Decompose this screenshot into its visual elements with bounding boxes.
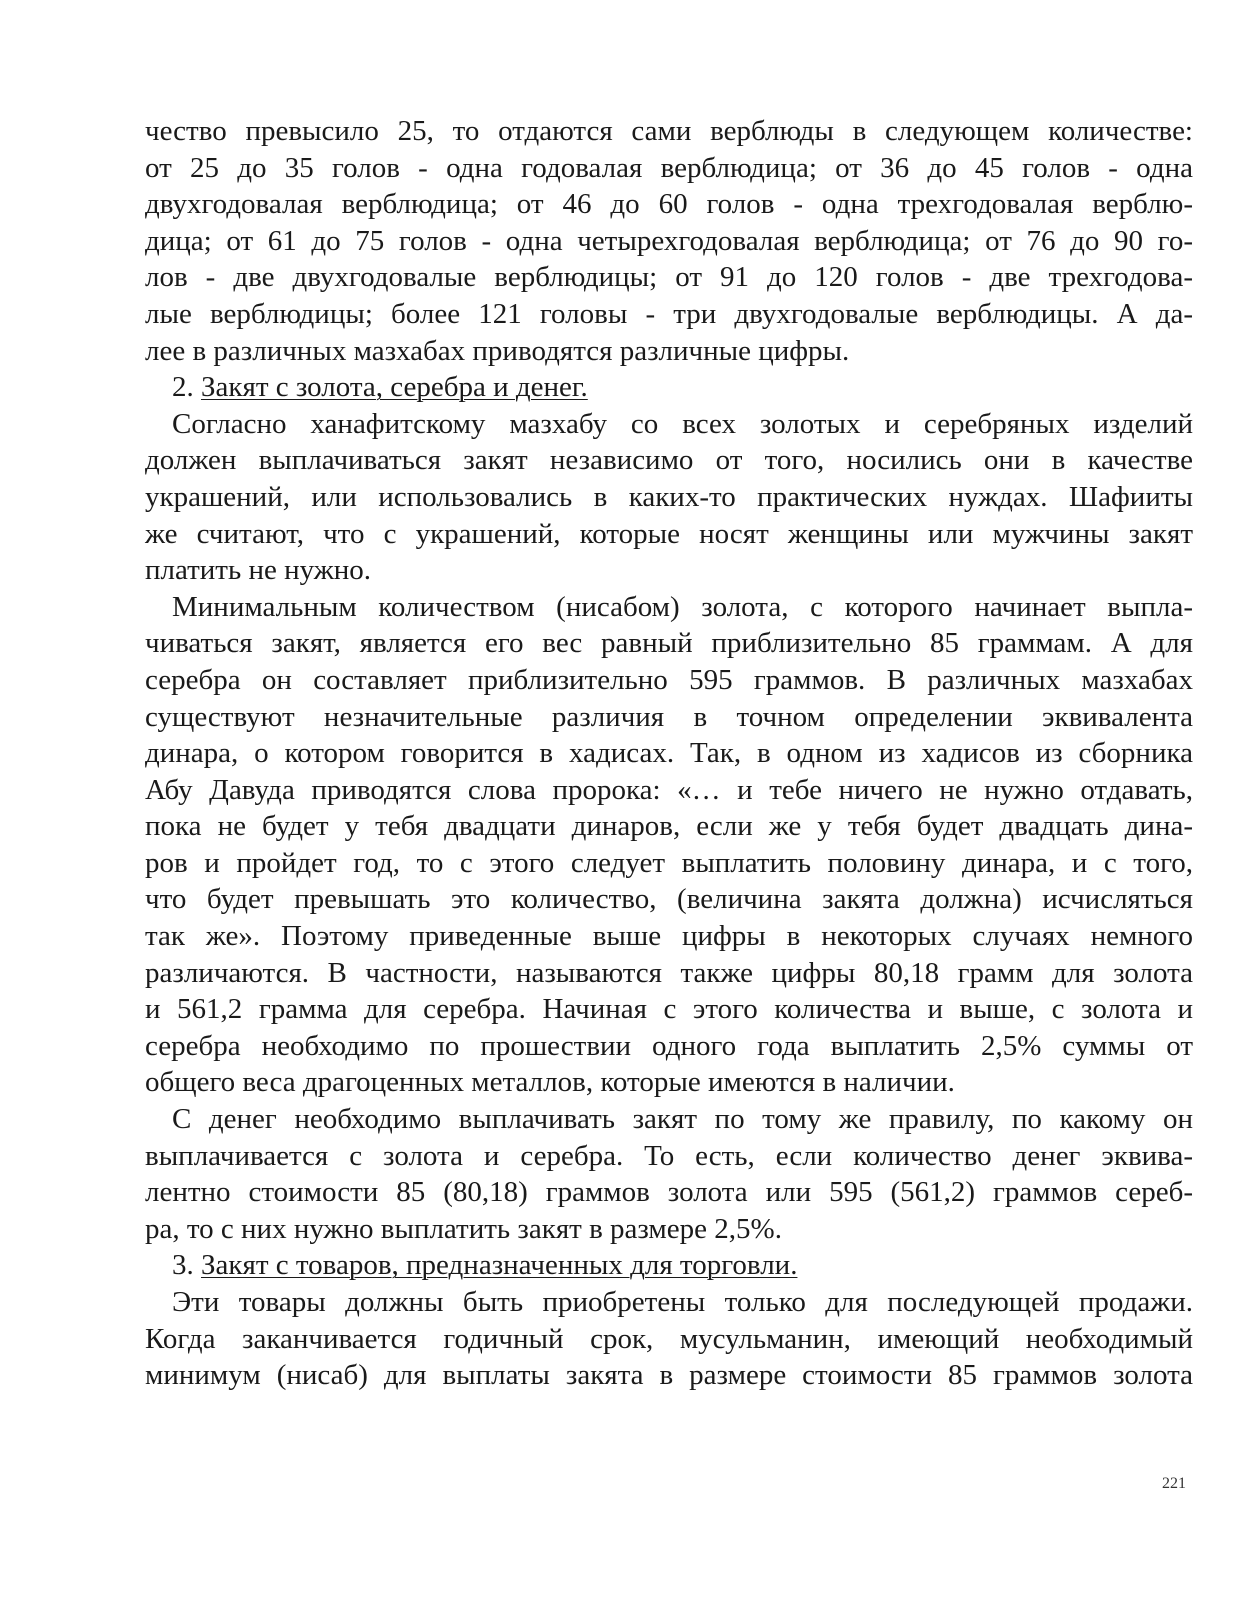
text-line: платить не нужно. [145, 554, 372, 587]
text-line: чество превысило 25, то отдаются сами верблюды в следующем количестве: [145, 115, 1193, 147]
text-line: С денег необходимо выплачивать закят по тому же правилу, по какому он [172, 1103, 1193, 1136]
text-line: динара, о котором говорится в хадисах. Так, в одном из хадисов из сборника [145, 737, 1193, 770]
paragraph-money [145, 1101, 1193, 1247]
section-heading-trade-goods [145, 1247, 1193, 1284]
section-number: 2. [172, 371, 194, 404]
text-line: чиваться закят, является его вес равный приблизительно 85 граммам. А для [145, 627, 1193, 660]
text-line: двухгодовалая верблюдица; от 46 до 60 голов - одна трехгодовалая верблю- [145, 188, 1193, 221]
text-line: так же». Поэтому приведенные выше цифры в некоторых случаях немного [145, 920, 1193, 953]
text-line: минимум (нисаб) для выплаты закята в размере стоимости 85 граммов золота [145, 1359, 1193, 1392]
text-line: пока не будет у тебя двадцати динаров, если же у тебя будет двадцать дина- [145, 810, 1193, 843]
text-line: Эти товары должны быть приобретены только для последующей продажи. [172, 1286, 1193, 1318]
text-line: лов - две двухгодовалые верблюдицы; от 91 до 120 голов - две трехгодова- [145, 261, 1193, 294]
text-line: лые верблюдицы; более 121 головы - три двухгодовалые верблюдицы. А да- [145, 297, 1193, 330]
text-line: ра, то с них нужно выплатить закят в размере 2,5%. [145, 1212, 782, 1245]
text-line: что будет превышать это количество, (величина закята должна) исчисляться [145, 883, 1193, 916]
section-heading-gold-silver-money [145, 369, 1193, 406]
document-page [145, 113, 1193, 1394]
section-title: Закят с золота, серебра и денег. [201, 371, 588, 404]
text-line: украшений, или использовались в каких-то практических нуждах. Шафииты [145, 480, 1193, 513]
text-line: лее в различных мазхабах приводятся различные цифры. [145, 334, 850, 367]
text-line: серебра он составляет приблизительно 595 граммов. В различных мазхабах [145, 663, 1193, 696]
text-line: серебра необходимо по прошествии одного года выплатить 2,5% суммы от [145, 1029, 1193, 1062]
paragraph-camels [145, 113, 1193, 369]
text-line: различаются. В частности, называются также цифры 80,18 грамм для золота [145, 956, 1193, 989]
text-line: от 25 до 35 голов - одна годовалая верблюдица; от 36 до 45 голов - одна [145, 151, 1193, 184]
paragraph-nisab [145, 589, 1193, 1101]
text-line: и 561,2 грамма для серебра. Начиная с этого количества и выше, с золота и [145, 993, 1193, 1026]
text-line: Минимальным количеством (нисабом) золота, с которого начинает выпла- [172, 590, 1193, 623]
text-line: выплачивается с золота и серебра. То есть, если количество денег эквива- [145, 1139, 1193, 1172]
text-line: же считают, что с украшений, которые носят женщины или мужчины закят [145, 517, 1193, 550]
text-line: должен выплачиваться закят независимо от того, носились они в качестве [145, 444, 1193, 477]
page-number: 221 [1162, 1475, 1186, 1492]
paragraph-trade-goods [145, 1284, 1193, 1394]
text-line: дица; от 61 до 75 голов - одна четырехгодовалая верблюдица; от 76 до 90 го- [145, 224, 1193, 257]
text-line: общего веса драгоценных металлов, которые имеются в наличии. [145, 1066, 955, 1099]
text-line: ров и пройдет год, то с этого следует выплатить половину динара, и с того, [145, 846, 1193, 879]
section-title: Закят с товаров, предназначенных для торговли. [201, 1249, 798, 1282]
text-line: существуют незначительные различия в точном определении эквивалента [145, 700, 1193, 733]
paragraph-hanafi [145, 406, 1193, 589]
section-number: 3. [172, 1249, 194, 1282]
text-line: Согласно ханафитскому мазхабу со всех золотых и серебряных изделий [172, 407, 1193, 440]
text-line: лентно стоимости 85 (80,18) граммов золота или 595 (561,2) граммов сереб- [145, 1176, 1193, 1209]
text-line: Абу Давуда приводятся слова пророка: «… и тебе ничего не нужно отдавать, [145, 773, 1193, 806]
text-line: Когда заканчивается годичный срок, мусульманин, имеющий необходимый [145, 1322, 1193, 1355]
